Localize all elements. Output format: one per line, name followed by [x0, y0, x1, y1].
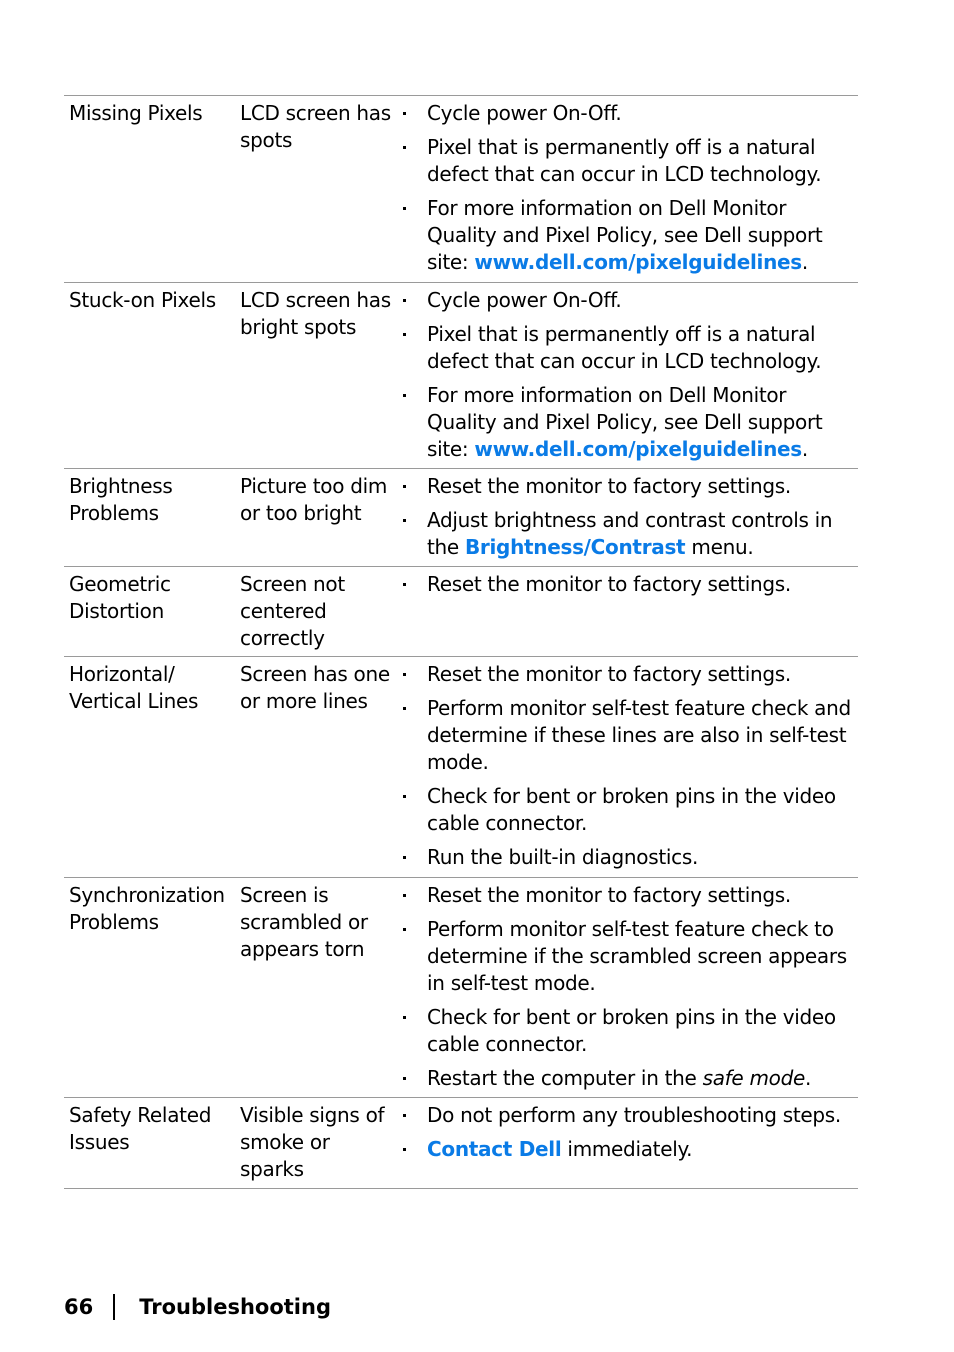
solution-bullet — [400, 695, 858, 776]
bullet-marker — [403, 1148, 406, 1151]
solution-bullet — [400, 287, 858, 314]
solution-bullet — [400, 783, 858, 837]
bullet-marker — [403, 299, 406, 302]
solution-text: Pixel that is permanently off is a natural defect that can occur in LCD technology. — [427, 322, 822, 373]
table-row — [64, 878, 858, 1098]
solution-bullet — [400, 1102, 858, 1129]
page-footer — [64, 1291, 331, 1323]
bullet-marker — [403, 894, 406, 897]
symptom-cell: Screen has one or more lines — [240, 662, 390, 713]
bullet-marker — [403, 519, 406, 522]
solution-text: . — [801, 437, 808, 461]
solution-bullet — [400, 100, 858, 127]
solution-text: Reset the monitor to factory settings. — [427, 883, 791, 907]
problem-cell: Brightness Problems — [69, 474, 173, 525]
problem-cell: Stuck-on Pixels — [69, 288, 216, 312]
solution-bullet — [400, 661, 858, 688]
problem-cell: Safety Related Issues — [69, 1103, 212, 1154]
solution-bullet — [400, 382, 858, 463]
solution-text: For more information on Dell Monitor Quality and Pixel Policy, see Dell support site: — [427, 383, 823, 461]
solution-bullet — [400, 1136, 858, 1163]
bullet-marker — [403, 583, 406, 586]
solution-cell — [400, 1102, 858, 1163]
solution-text: Reset the monitor to factory settings. — [427, 572, 791, 596]
solution-bullet — [400, 1065, 858, 1092]
hyperlink[interactable]: www.dell.com/pixelguidelines — [474, 250, 802, 274]
bullet-marker — [403, 485, 406, 488]
bullet-marker — [403, 707, 406, 710]
solution-text: For more information on Dell Monitor Quality and Pixel Policy, see Dell support site: — [427, 196, 823, 274]
bullet-marker — [403, 207, 406, 210]
bullet-marker — [403, 856, 406, 859]
solution-bullet — [400, 134, 858, 188]
solution-cell — [400, 473, 858, 561]
solution-text: . — [805, 1066, 812, 1090]
solution-bullet — [400, 571, 858, 598]
solution-text: immediately. — [561, 1137, 693, 1161]
problem-cell: Synchronization Problems — [69, 883, 225, 934]
footer-separator — [113, 1294, 115, 1320]
solution-text: Reset the monitor to factory settings. — [427, 662, 791, 686]
symptom-cell: Screen is scrambled or appears torn — [240, 883, 368, 961]
symptom-cell: Picture too dim or too bright — [240, 474, 388, 525]
solution-bullet — [400, 844, 858, 871]
bullet-marker — [403, 795, 406, 798]
solution-text: menu. — [685, 535, 754, 559]
bullet-marker — [403, 1016, 406, 1019]
solution-text: Check for bent or broken pins in the video cable connector. — [427, 784, 836, 835]
solution-text: Perform monitor self-test feature check to determine if the scrambled screen appears in self-test mode. — [427, 917, 847, 995]
bullet-marker — [403, 928, 406, 931]
solution-text: Reset the monitor to factory settings. — [427, 474, 791, 498]
solution-cell — [400, 882, 858, 1092]
solution-text: Cycle power On-Off. — [427, 288, 622, 312]
symptom-cell: LCD screen has bright spots — [240, 288, 391, 339]
symptom-cell: LCD screen has spots — [240, 101, 391, 152]
bullet-marker — [403, 146, 406, 149]
hyperlink[interactable]: Contact Dell — [427, 1137, 562, 1161]
solution-cell — [400, 287, 858, 463]
page-number: 66 — [64, 1295, 94, 1319]
solution-bullet — [400, 916, 858, 997]
table-row — [64, 657, 858, 878]
problem-cell: Geometric Distortion — [69, 572, 171, 623]
bullet-marker — [403, 394, 406, 397]
solution-cell — [400, 661, 858, 871]
section-title: Troubleshooting — [139, 1295, 331, 1319]
bullet-marker — [403, 333, 406, 336]
solution-bullet — [400, 195, 858, 276]
table-row — [64, 283, 858, 469]
hyperlink[interactable]: Brightness/Contrast — [464, 535, 686, 559]
solution-text: Restart the computer in the — [427, 1066, 703, 1090]
solution-text: . — [801, 250, 808, 274]
solution-text: Run the built-in diagnostics. — [427, 845, 699, 869]
table-row — [64, 96, 858, 283]
bullet-marker — [403, 1114, 406, 1117]
hyperlink[interactable]: www.dell.com/pixelguidelines — [474, 437, 802, 461]
problem-cell: Missing Pixels — [69, 101, 203, 125]
solution-bullet — [400, 321, 858, 375]
table-row — [64, 469, 858, 567]
troubleshooting-table — [64, 95, 858, 1189]
bullet-marker — [403, 1077, 406, 1080]
solution-text: Check for bent or broken pins in the video cable connector. — [427, 1005, 836, 1056]
solution-bullet — [400, 507, 858, 561]
table-row — [64, 1098, 858, 1189]
bullet-marker — [403, 673, 406, 676]
problem-cell: Horizontal/ Vertical Lines — [69, 662, 199, 713]
solution-text: Pixel that is permanently off is a natural defect that can occur in LCD technology. — [427, 135, 822, 186]
solution-text: Do not perform any troubleshooting steps. — [427, 1103, 841, 1127]
solution-text: safe mode — [702, 1066, 806, 1090]
symptom-cell: Screen not centered correctly — [240, 572, 345, 650]
solution-bullet — [400, 882, 858, 909]
solution-cell — [400, 571, 858, 598]
solution-text: Adjust brightness and contrast controls in the — [427, 508, 833, 559]
solution-text: Perform monitor self-test feature check and determine if these lines are also in self-test mode. — [427, 696, 851, 774]
bullet-marker — [403, 112, 406, 115]
symptom-cell: Visible signs of smoke or sparks — [240, 1103, 385, 1181]
table-row — [64, 567, 858, 657]
solution-bullet — [400, 473, 858, 500]
solution-cell — [400, 100, 858, 276]
solution-text: Cycle power On-Off. — [427, 101, 622, 125]
solution-bullet — [400, 1004, 858, 1058]
